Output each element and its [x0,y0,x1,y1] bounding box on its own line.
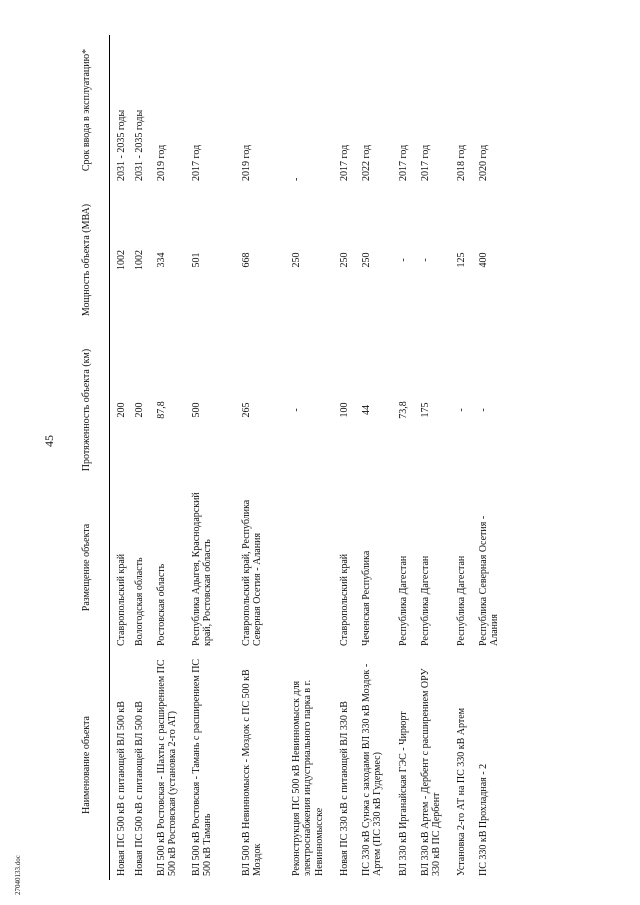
cell-location: Республика Дагестан [455,555,467,646]
table-row [110,35,134,880]
cell-power: 501 [190,252,202,268]
header-name: Наименование объекта [65,650,110,880]
cell-location: Ставропольский край [116,553,127,646]
cell-length: 73,8 [397,401,409,419]
cell-name: ВЛ 500 кВ Ростовская - Шахты с расширением ПС 500 кВ Ростовская (установка 2-го АТ) [155,659,179,876]
cell-date: - [290,177,302,181]
cell-power: 334 [155,252,167,268]
cell-length: 500 [190,402,202,418]
table-header-row [65,35,110,880]
cell-power: 250 [360,252,372,268]
cell-name: Установка 2-го АТ на ПС 330 кВ Артем [455,707,467,876]
cell-power: 250 [338,252,350,268]
cell-power: 1002 [116,250,127,270]
cell-location: Ставропольский край, Республика Северная Осетия - Алания [240,499,264,646]
cell-location: Республика Дагестан [419,555,431,646]
cell-date: 2017 год [397,144,409,181]
cell-date: 2022 год [360,144,372,181]
table-row [456,35,478,880]
cell-date: 2017 год [190,144,202,181]
cell-name: Новая ПС 330 кВ с питающей ВЛ 330 кВ [338,701,350,876]
cell-location: Чеченская Республика [360,550,372,646]
cell-length: - [477,408,489,412]
table-row [478,35,518,880]
cell-power: 400 [477,252,489,268]
cell-power: 1002 [133,250,145,270]
table-row [134,35,156,880]
table-row [361,35,398,880]
cell-date: 2020 год [477,144,489,181]
table-row [420,35,456,880]
page-number: 45 [42,435,56,447]
cell-power: 250 [290,252,302,268]
cell-location [291,485,339,650]
cell-name: Новая ПС 500 кВ с питающей ВЛ 500 кВ [133,701,145,876]
header-location: Размещение объекта [65,485,110,650]
table-row [398,35,420,880]
cell-power: - [397,258,409,262]
cell-location: Вологодская область [133,557,145,646]
cell-length: 87,8 [155,401,167,419]
cell-name: ВЛ 500 кВ Невинномысск - Моздок с ПС 500 кВ Моздок [240,669,264,876]
cell-name: ПС 330 кВ Прохладная - 2 [477,763,489,876]
cell-date: 2017 год [338,144,350,181]
objects-table [65,35,518,880]
cell-location: Республика Адыгея, Краснодарский край, Ростовская область [190,492,214,646]
cell-length: 175 [419,402,431,418]
cell-date: 2017 год [419,144,431,181]
cell-power: 668 [240,252,252,268]
cell-name: ВЛ 330 кВ Ирганайская ГЭС - Чирюрт [397,711,409,876]
cell-name: Новая ПС 500 кВ с питающей ВЛ 500 кВ [116,701,127,876]
header-power: Мощность объекта (МВА) [65,185,110,335]
cell-power: - [419,258,431,262]
cell-length: - [455,408,467,412]
cell-name: ПС 330 кВ Сунжа с заходами ВЛ 330 кВ Моздок - Артем (ПС 330 кВ Гудермес) [360,663,384,876]
cell-date: 2019 год [240,144,252,181]
cell-name: ВЛ 330 кВ Артем - Дербент с расширением ОРУ 330 кВ ПС Дербент [419,668,443,876]
cell-length: - [290,408,302,412]
cell-date: 2031 - 2035 годы [116,109,127,181]
table-row [339,35,361,880]
cell-date: 2018 год [455,144,467,181]
header-date: Срок ввода в эксплуатацию* [65,35,110,185]
rotated-table-container [65,35,515,880]
cell-length: 44 [360,405,372,415]
cell-location: Республика Дагестан [397,555,409,646]
header-length: Протяженность объекта (км) [65,335,110,485]
cell-length: 265 [240,402,252,418]
document-filename: 27040133.doc [14,855,22,895]
cell-length: 200 [116,402,127,418]
cell-location: Ростовская область [155,563,167,646]
cell-name: ВЛ 500 кВ Ростовская - Тамань с расширением ПС 500 кВ Тамань [190,658,214,876]
table-row [156,35,191,880]
cell-location: Республика Северная Осетия - Алания [477,515,501,646]
table-row [291,35,339,880]
cell-power: 125 [455,252,467,268]
table-row [191,35,241,880]
cell-length: 200 [133,402,145,418]
cell-date: 2031 - 2035 годы [133,109,145,181]
cell-length: 100 [338,402,350,418]
cell-name: Реконструкция ПС 500 кВ Невинномысск для электроснабжения индустриального парка в г. Невинномысске [290,679,326,876]
table-row [241,35,291,880]
cell-location: Ставропольский край [338,553,350,646]
cell-date: 2019 год [155,144,167,181]
